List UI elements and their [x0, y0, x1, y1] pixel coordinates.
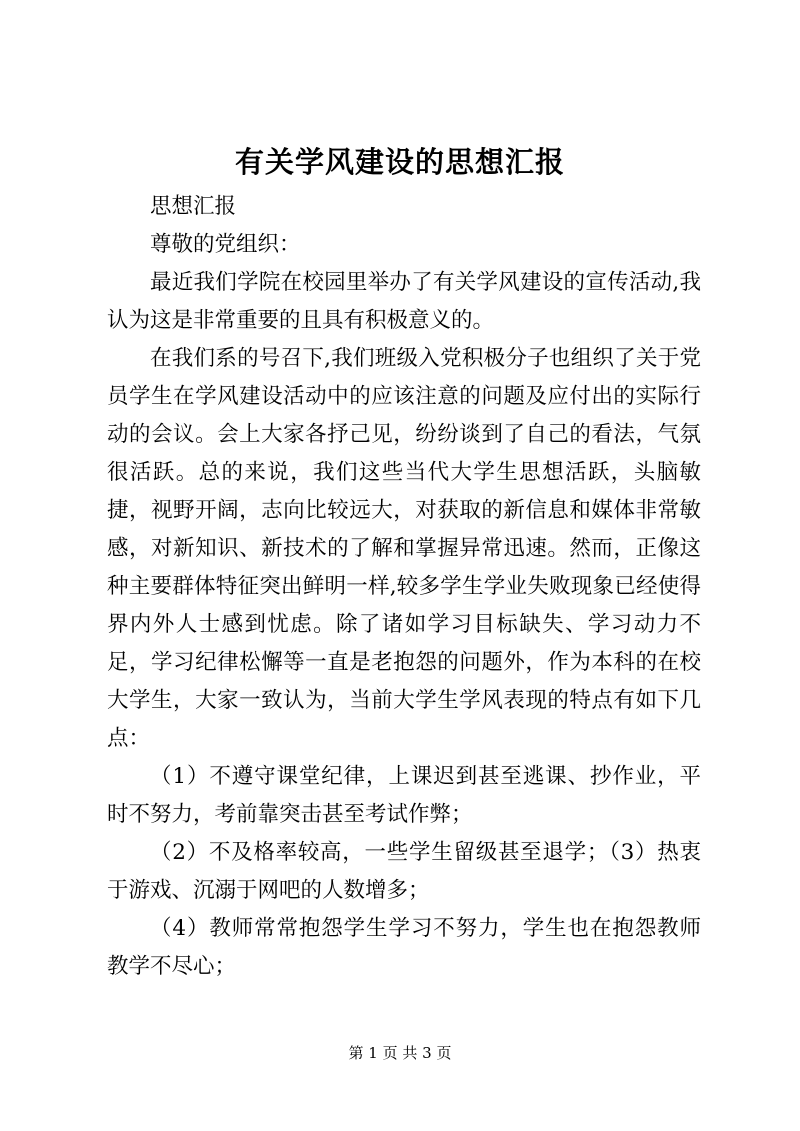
list-paragraph: （4）教师常常抱怨学生学习不努力，学生也在抱怨教师教学不尽心； — [107, 916, 701, 979]
paragraph: 在我们系的号召下,我们班级入党积极分子也组织了关于党员学生在学风建设活动中的应该注意的问题及应付出的实际行动的会议。会上大家各抒己见，纷纷谈到了自己的看法，气氛很活跃。总的来说，我们这些当代大学生思想活跃，头脑敏捷，视野开阔，志向比较远大，对获取的新信息和媒体非常敏感，对新知识、新技术的了解和掌握异常迅速。然而，正像这种主要群体特征突出鲜明一样,较多学生学业失败现象已经使得界内外人士感到忧虑。除了诸如学习目标缺失、学习动力不足，学习纪律松懈等一直是老抱怨的问题外，作为本科的在校大学生，大家一致认为，当前大学生学风表现的特点有如下几点： — [107, 346, 701, 751]
paragraph-salutation: 尊敬的党组织： — [150, 232, 301, 257]
paragraph: 最近我们学院在校园里举办了有关学风建设的宣传活动,我认为这是非常重要的且具有积极意义的。 — [107, 270, 701, 333]
document-title: 有关学风建设的思想汇报 — [234, 145, 565, 179]
list-paragraph: （1）不遵守课堂纪律，上课迟到甚至逃课、抄作业，平时不努力，考前靠突击甚至考试作弊； — [107, 764, 701, 827]
paragraph-heading: 思想汇报 — [150, 194, 237, 219]
document-body — [107, 188, 701, 986]
page-footer: 第 1 页 共 3 页 — [348, 1044, 452, 1062]
list-paragraph: （2）不及格率较高，一些学生留级甚至退学；（3）热衷于游戏、沉溺于网吧的人数增多； — [107, 840, 701, 903]
